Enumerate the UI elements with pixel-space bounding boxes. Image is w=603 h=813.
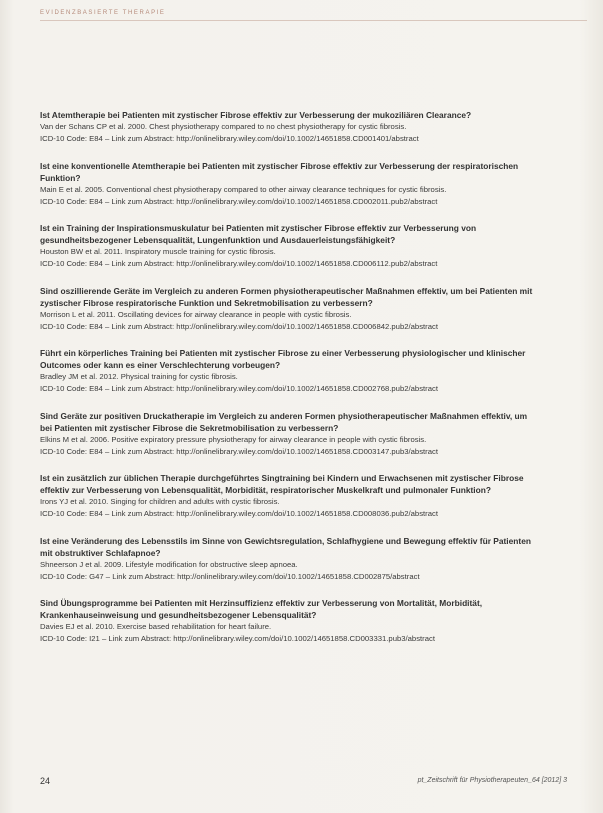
entry-question: Sind oszillierende Geräte im Vergleich zu anderen Formen physiotherapeutischer Maßnahmen effektiv, um bei Patienten mit zystischer Fibrose respiratorische Funktion und Sekretmobilisation zu verbessern? (40, 285, 533, 308)
entry-abstract-link[interactable]: ICD-10 Code: E84 – Link zum Abstract: http://onlinelibrary.wiley.com/doi/10.1002/14651858.CD002768.pub2/abstract (40, 384, 438, 393)
entry-citation: Morrison L et al. 2011. Oscillating devices for airway clearance in people with cystic fibrosis. (40, 309, 352, 319)
evidence-entry (40, 535, 540, 583)
journal-footer: pt_Zeitschrift für Physiotherapeuten_64 [2012] 3 (417, 777, 567, 784)
entry-abstract-link[interactable]: ICD-10 Code: E84 – Link zum Abstract: http://onlinelibrary.wiley.com/doi/10.1002/14651858.CD008036.pub2/abstract (40, 509, 438, 518)
entry-abstract-link[interactable]: ICD-10 Code: E84 – Link zum Abstract: http://onlinelibrary.wiley.com/doi/10.1002/14651858.CD006842.pub2/abstract (40, 321, 438, 331)
evidence-entry-list (40, 109, 540, 660)
entry-citation: Van der Schans CP et al. 2000. Chest physiotherapy compared to no chest physiotherapy for cystic fibrosis. (40, 122, 407, 131)
page-number: 24 (40, 776, 51, 786)
entry-question: Ist ein Training der Inspirationsmuskulatur bei Patienten mit zystischer Fibrose effektiv zur Verbesserung von gesundheitsbezogener Lebensqualität, Lungenfunktion und Ausdauerleistungsfähigkeit? (40, 223, 477, 245)
evidence-entry (40, 222, 540, 270)
entry-question: Ist Atemtherapie bei Patienten mit zystischer Fibrose effektiv zur Verbesserung der mukoziliären Clearance? (40, 110, 472, 120)
evidence-entry (40, 109, 540, 145)
header-divider (40, 20, 587, 21)
entry-abstract-link[interactable]: ICD-10 Code: G47 – Link zum Abstract: http://onlinelibrary.wiley.com/doi/10.1002/14651858.CD002875/abstract (40, 571, 420, 581)
evidence-entry (40, 472, 540, 520)
evidence-entry (40, 347, 540, 395)
entry-question: Sind Übungsprogramme bei Patienten mit Herzinsuffizienz effektiv zur Verbesserung von Mortalität, Morbidität, Krankenhauseinweisung und gesundheitsbezogener Lebensqualität? (40, 598, 483, 620)
entry-citation: Davies EJ et al. 2010. Exercise based rehabilitation for heart failure. (40, 622, 272, 631)
evidence-entry (40, 160, 540, 208)
entry-abstract-link[interactable]: ICD-10 Code: E84 – Link zum Abstract: http://onlinelibrary.wiley.com/doi/10.1002/14651858.CD002011.pub2/abstract (40, 196, 438, 206)
entry-citation: Shneerson J et al. 2009. Lifestyle modification for obstructive sleep apnoea. (40, 559, 298, 569)
entry-question: Führt ein körperliches Training bei Patienten mit zystischer Fibrose zu einer Verbesserung physiologischer und klinischer Outcomes oder kann es einer Verschlechterung vorbeugen? (40, 348, 526, 370)
entry-citation: Houston BW et al. 2011. Inspiratory muscle training for cystic fibrosis. (40, 247, 276, 256)
evidence-entry (40, 285, 540, 333)
entry-citation: Main E et al. 2005. Conventional chest physiotherapy compared to other airway clearance techniques for cystic fibrosis. (40, 184, 447, 194)
entry-abstract-link[interactable]: ICD-10 Code: E84 – Link zum Abstract: http://onlinelibrary.wiley.com/doi/10.1002/14651858.CD006112.pub2/abstract (40, 259, 438, 268)
evidence-entry (40, 597, 540, 645)
section-header: EVIDENZBASIERTE THERAPIE (40, 10, 166, 16)
entry-abstract-link[interactable]: ICD-10 Code: I21 – Link zum Abstract: http://onlinelibrary.wiley.com/doi/10.1002/14651858.CD003331.pub3/abstract (40, 634, 435, 643)
entry-question: Ist eine konventionelle Atemtherapie bei Patienten mit zystischer Fibrose effektiv zur Verbesserung der respiratorischen Funktion? (40, 160, 519, 183)
entry-question: Sind Geräte zur positiven Druckatherapie im Vergleich zu anderen Formen physiotherapeutischer Maßnahmen effektiv, um bei Patienten mit zystischer Fibrose die Sekretmobilisation zu verbessern? (40, 410, 528, 433)
entry-citation: Elkins M et al. 2006. Positive expiratory pressure physiotherapy for airway clearance in people with cystic fibrosis. (40, 434, 427, 444)
entry-question: Ist ein zusätzlich zur üblichen Therapie durchgeführtes Singtraining bei Kindern und Erwachsenen mit zystischer Fibrose effektiv zur Verbesserung von Lebensqualität, Morbidität, respiratorischer Muskelkraft und pulmonaler Funktion? (40, 473, 524, 495)
evidence-entry (40, 410, 540, 458)
entry-citation: Irons YJ et al. 2010. Singing for children and adults with cystic fibrosis. (40, 497, 280, 506)
entry-question: Ist eine Veränderung des Lebensstils im Sinne von Gewichtsregulation, Schlafhygiene und Bewegung effektiv für Patienten mit obstruktiver Schlafapnoe? (40, 535, 531, 558)
entry-citation: Bradley JM et al. 2012. Physical training for cystic fibrosis. (40, 372, 238, 381)
entry-abstract-link[interactable]: ICD-10 Code: E84 – Link zum Abstract: http://onlinelibrary.wiley.com/doi/10.1002/14651858.CD001401/abstract (40, 134, 419, 143)
entry-abstract-link[interactable]: ICD-10 Code: E84 – Link zum Abstract: http://onlinelibrary.wiley.com/doi/10.1002/14651858.CD003147.pub3/abstract (40, 446, 438, 456)
